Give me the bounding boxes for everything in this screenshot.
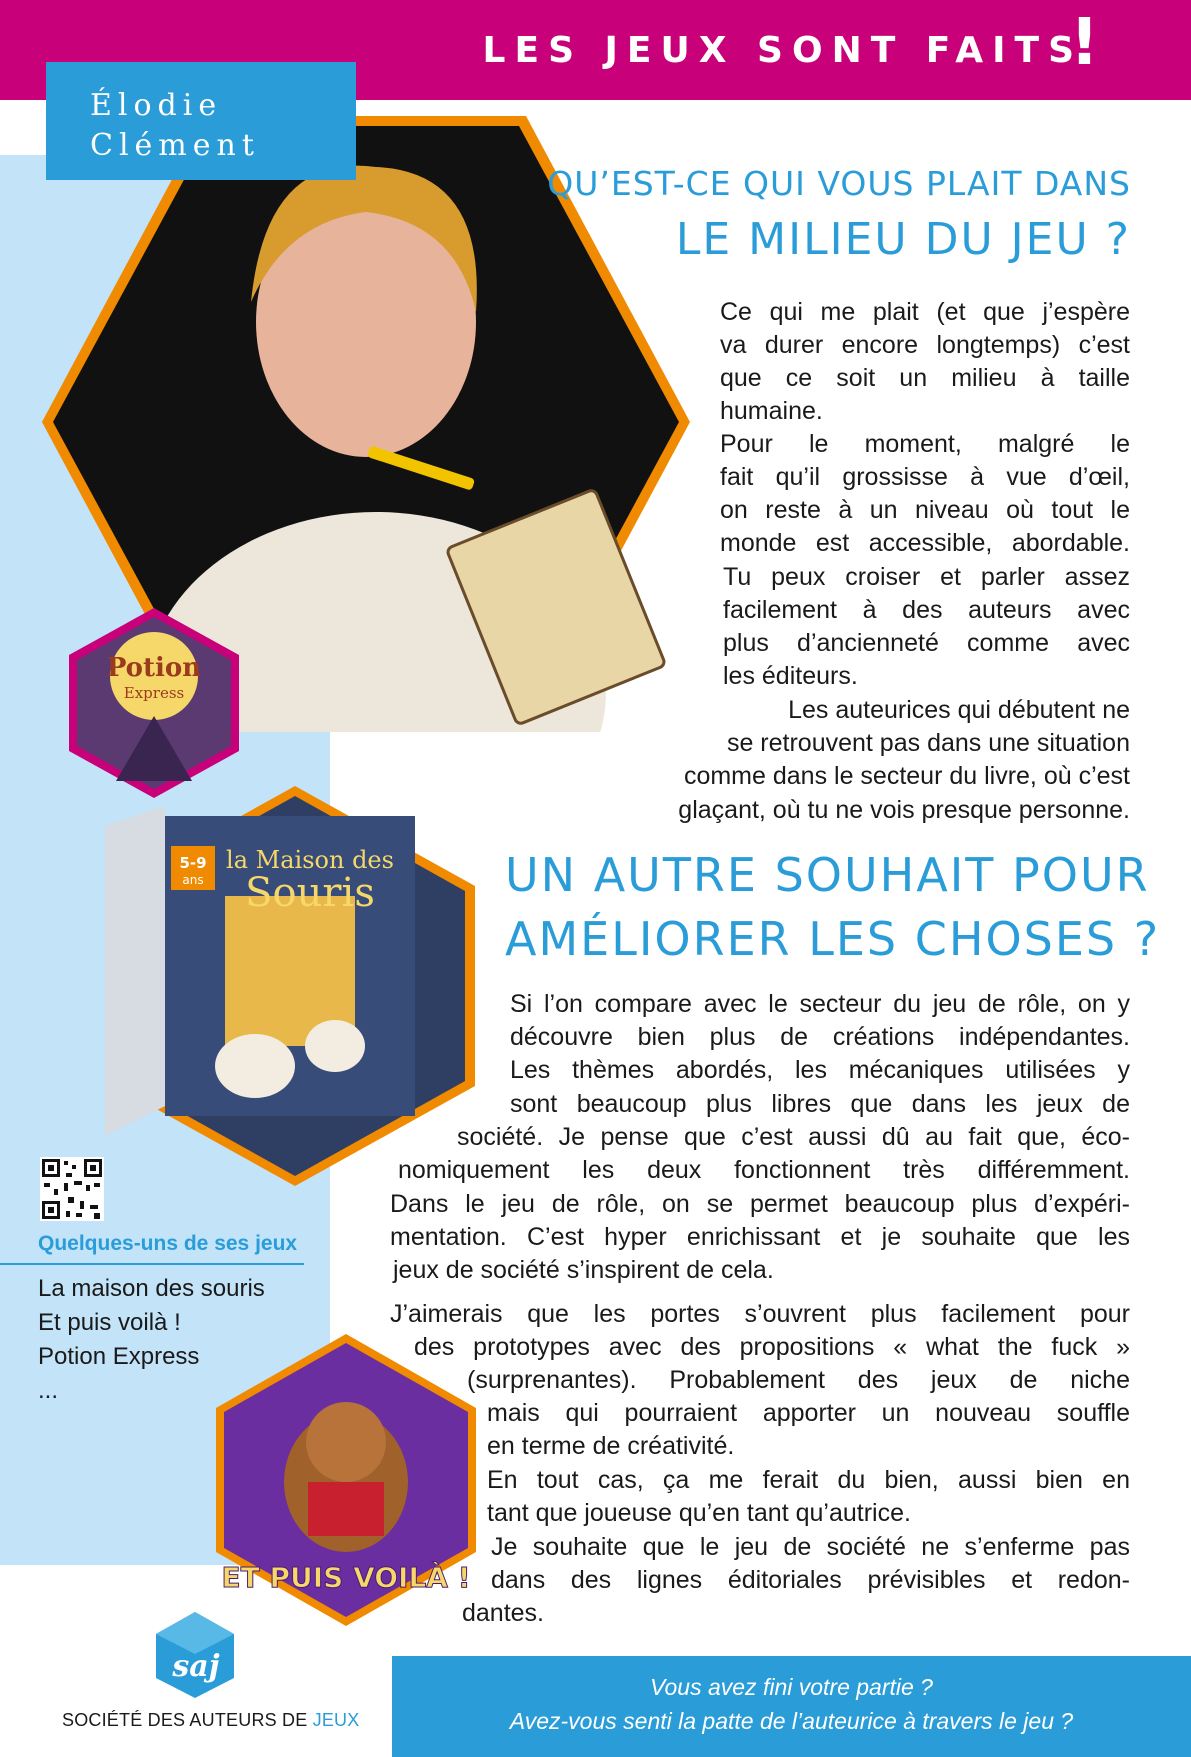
- list-item: Et puis voilà !: [38, 1309, 181, 1336]
- text-line: Tu peux croiser et parler assez: [723, 563, 1130, 591]
- series-title: LES JEUX SONT FAITS: [482, 30, 1083, 71]
- text-line: mentation. C’est hyper enrichissant et je souhaite que les: [390, 1223, 1130, 1251]
- text-line: J’aimerais que les portes s’ouvrent plus facilement pour: [390, 1300, 1130, 1328]
- box-title-2: Souris: [245, 870, 375, 916]
- author-name-box: [46, 62, 356, 180]
- box-age: 5-9: [179, 854, 207, 872]
- org-name-prefix: SOCIÉTÉ DES AUTEURS DE: [62, 1710, 313, 1730]
- text-line: société. Je pense que c’est aussi dû au fait que, éco-: [457, 1123, 1130, 1151]
- text-line: Je souhaite que le jeu de société ne s’enferme pas: [491, 1533, 1130, 1561]
- text-line: dantes.: [462, 1599, 545, 1627]
- potion-title-1: Potion: [106, 653, 202, 683]
- text-line: humaine.: [720, 397, 823, 425]
- text-line: découvre bien plus de créations indépendantes.: [510, 1023, 1130, 1051]
- series-exclamation: !: [1069, 6, 1099, 80]
- text-line: des prototypes avec des propositions « what the fuck »: [414, 1333, 1130, 1361]
- text-line: jeux de société s’inspirent de cela.: [393, 1256, 774, 1284]
- section1-heading-bottom: LE MILIEU DU JEU ?: [675, 214, 1131, 265]
- qr-code[interactable]: [40, 1157, 104, 1221]
- maison-des-souris-box: [105, 776, 480, 1191]
- text-line: que ce soit un milieu à taille: [720, 364, 1130, 392]
- org-name-accent: JEUX: [312, 1710, 360, 1730]
- games-list: [38, 1272, 265, 1408]
- text-line: (surprenantes). Probablement des jeux de niche: [467, 1366, 1130, 1394]
- potion-express-cover: [66, 606, 242, 800]
- text-line: Les thèmes abordés, les mécaniques utilisées y: [510, 1056, 1130, 1084]
- author-last-name: Clément: [90, 128, 260, 163]
- saj-logo: [150, 1610, 240, 1700]
- text-line: fait qu’il grossisse à vue d’œil,: [720, 463, 1130, 491]
- text-line: sont beaucoup plus libres que dans les jeux de: [510, 1090, 1130, 1118]
- potion-title-2: Express: [123, 684, 185, 702]
- text-line: Si l’on compare avec le secteur du jeu de rôle, on y: [510, 990, 1130, 1018]
- text-line: Ce qui me plait (et que j’espère: [720, 298, 1130, 326]
- text-line: plus d’ancienneté comme avec: [723, 629, 1130, 657]
- text-line: tant que joueuse qu’en tant qu’autrice.: [487, 1499, 911, 1527]
- games-title: Quelques-uns de ses jeux: [38, 1232, 298, 1255]
- logo-text: saj: [172, 1649, 220, 1684]
- text-line: dans des lignes éditoriales prévisibles et redon-: [491, 1566, 1130, 1594]
- text-line: nomiquement les deux fonctionnent très différemment.: [398, 1156, 1130, 1184]
- text-line: mais qui pourraient apporter un nouveau souffle: [487, 1399, 1130, 1427]
- etpuis-title: ET PUIS VOILÀ !: [221, 1561, 471, 1594]
- section1-heading-top: QU’EST-CE QUI VOUS PLAIT DANS: [547, 164, 1131, 203]
- text-line: en terme de créativité.: [487, 1432, 735, 1460]
- list-item: Potion Express: [38, 1343, 200, 1370]
- games-divider: [0, 1263, 304, 1265]
- text-line: facilement à des auteurs avec: [723, 596, 1130, 624]
- text-line: glaçant, où tu ne vois presque personne.: [678, 796, 1130, 824]
- text-line: se retrouvent pas dans une situation: [726, 729, 1130, 757]
- text-line: En tout cas, ça me ferait du bien, aussi bien en: [487, 1466, 1130, 1494]
- text-line: monde est accessible, abordable.: [720, 529, 1130, 557]
- text-line: Pour le moment, malgré le: [720, 430, 1130, 458]
- text-line: les éditeurs.: [723, 662, 858, 690]
- box-age-unit: ans: [182, 873, 204, 887]
- footer-banner: [392, 1656, 1191, 1757]
- footer-line-1: Vous avez fini votre partie ?: [650, 1674, 933, 1700]
- text-line: comme dans le secteur du livre, où c’est: [683, 762, 1130, 790]
- list-item: ...: [38, 1377, 59, 1404]
- list-item: La maison des souris: [38, 1275, 265, 1302]
- text-line: on reste à un niveau où tout le: [720, 496, 1130, 524]
- section2-heading-bottom: AMÉLIORER LES CHOSES ?: [505, 912, 1161, 966]
- box-title-1: la Maison des: [226, 846, 394, 874]
- text-line: Les auteurices qui débutent ne: [788, 696, 1130, 724]
- organization-name: [62, 1710, 359, 1731]
- section2-heading-top: UN AUTRE SOUHAIT POUR: [505, 848, 1150, 902]
- text-line: Dans le jeu de rôle, on se permet beaucoup plus d’expéri-: [390, 1190, 1130, 1218]
- footer-line-2: Avez-vous senti la patte de l’auteurice à travers le jeu ?: [509, 1708, 1074, 1734]
- author-first-name: Élodie: [90, 88, 223, 123]
- text-line: va durer encore longtemps) c’est: [720, 331, 1130, 359]
